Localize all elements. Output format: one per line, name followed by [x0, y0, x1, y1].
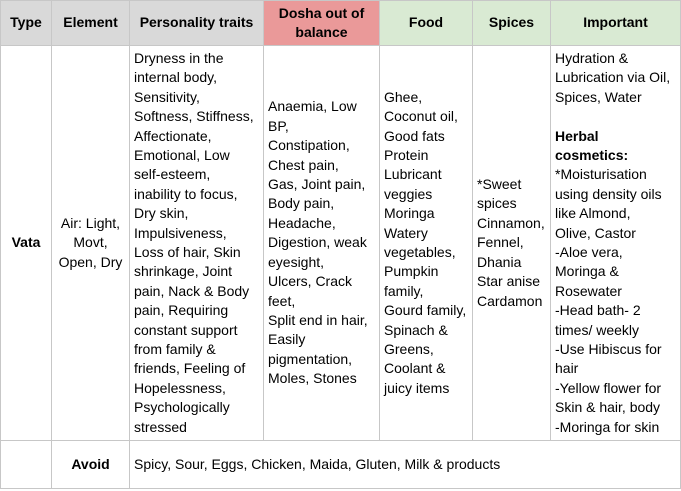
element-line: Movt, — [73, 234, 108, 251]
vata-personality-cell — [130, 46, 264, 441]
personality-line: Emotional, Low — [134, 146, 230, 163]
header-type: Type — [1, 1, 52, 46]
personality-line: pain, Requiring — [134, 302, 229, 319]
dosha-symptom-line: Moles, Stones — [268, 370, 357, 387]
personality-line: Impulsiveness, — [134, 224, 227, 241]
dosha-symptom-line: eyesight, — [268, 253, 325, 270]
food-line: Ghee, — [384, 88, 423, 105]
herbal-cosmetics-heading-list — [555, 127, 676, 166]
food-line: juicy items — [384, 379, 450, 396]
important-line: *Moisturisation — [555, 166, 647, 183]
food-line: Pumpkin — [384, 263, 439, 280]
dosha-symptom-line-list — [268, 97, 375, 388]
vata-row — [1, 46, 681, 441]
personality-line: Softness, Stiffness, — [134, 108, 254, 125]
food-line: vegetables, — [384, 244, 456, 260]
important-line: -Moringa for skin — [555, 418, 660, 435]
important-intro-line: Spices, Water — [555, 88, 642, 105]
dosha-symptom-line: Body pain, — [268, 195, 335, 212]
header-dosha-line-2: balance — [295, 24, 348, 40]
header-element: Element — [52, 1, 130, 46]
personality-line: inability to focus, — [134, 185, 238, 202]
vata-spices-cell — [473, 46, 551, 441]
important-line: -Use Hibiscus for — [555, 341, 662, 358]
dosha-symptom-line: Headache, — [268, 214, 336, 231]
spice-line: Dhania — [477, 253, 522, 270]
important-intro-line-list — [555, 49, 676, 107]
important-line: like Almond, — [555, 205, 631, 222]
food-line: Spinach & — [384, 321, 448, 338]
important-line: Skin & hair, body — [555, 399, 661, 416]
header-dosha-line-1: Dosha out of — [278, 4, 365, 21]
food-line: Greens, — [384, 341, 434, 358]
header-spices: Spices — [473, 1, 551, 46]
element-line: Air: Light, — [60, 214, 121, 231]
personality-line: Sensitivity, — [134, 88, 200, 105]
dosha-symptom-line: Digestion, weak — [268, 234, 367, 251]
important-line: times/ weekly — [555, 321, 640, 338]
dosha-symptom-line: Gas, Joint pain, — [268, 176, 366, 193]
personality-line: self-esteem, — [134, 166, 211, 183]
personality-line: Hopelessness, — [134, 379, 226, 396]
spice-line: Cardamon — [477, 292, 543, 309]
element-line-list — [56, 214, 125, 272]
vata-type-cell: Vata — [1, 46, 52, 441]
spice-line: Cinnamon, — [477, 214, 545, 231]
vata-dosha-cell — [264, 46, 380, 441]
personality-line: stressed — [134, 418, 187, 435]
header-dosha-out-of-balance — [264, 1, 380, 46]
dosha-symptom-line: BP, — [268, 117, 289, 134]
food-line: Lubricant — [384, 166, 442, 183]
food-line: Gourd family, — [384, 302, 467, 319]
food-line-list — [384, 88, 468, 399]
food-line: Moringa — [384, 205, 435, 222]
important-intro-line: Hydration & — [555, 49, 629, 66]
herbal-cosmetics-heading: Herbal — [555, 127, 599, 144]
spice-line: *Sweet — [477, 176, 522, 193]
important-line: -Aloe vera, — [555, 243, 623, 260]
personality-line: from family & — [134, 341, 216, 358]
important-line: using density oils — [555, 185, 662, 202]
important-line: -Yellow flower for — [555, 379, 662, 396]
food-line: Good fats — [384, 127, 445, 144]
personality-line: friends, Feeling of — [134, 360, 246, 377]
personality-line: internal body, — [134, 69, 218, 86]
important-line: -Head bath- 2 — [555, 302, 641, 319]
header-food: Food — [380, 1, 473, 46]
food-line: Coolant & — [384, 360, 446, 377]
dosha-symptom-line: Chest pain, — [268, 156, 339, 173]
food-line: Watery — [384, 224, 428, 241]
personality-line-list — [134, 49, 259, 437]
dosha-symptom-line: Constipation, — [268, 137, 350, 154]
personality-line: constant support — [134, 321, 238, 338]
spice-line: Star anise — [477, 273, 541, 290]
important-intro-line: Lubrication via Oil, — [555, 69, 671, 86]
food-line: family, — [384, 282, 424, 299]
spice-line-list — [477, 175, 546, 311]
spacer — [555, 107, 676, 126]
important-line-list — [555, 165, 676, 437]
avoid-empty-cell — [1, 441, 52, 489]
avoid-text: Spicy, Sour, Eggs, Chicken, Maida, Gluten, Milk & products — [130, 441, 681, 489]
dosha-symptom-line: Anaemia, Low — [268, 98, 357, 115]
header-important: Important — [551, 1, 681, 46]
element-line: Open, Dry — [58, 253, 123, 270]
spice-line: Fennel, — [477, 234, 524, 251]
important-line: Olive, Castor — [555, 224, 636, 241]
personality-line: Loss of hair, Skin — [134, 244, 241, 260]
important-line: hair — [555, 360, 579, 377]
personality-line: pain, Nack & Body — [134, 282, 250, 299]
vata-important-cell — [551, 46, 681, 441]
spice-line: spices — [477, 195, 517, 212]
important-line: Moringa & — [555, 263, 619, 280]
header-personality-traits: Personality traits — [130, 1, 264, 46]
dosha-symptom-line: feet, — [268, 292, 296, 309]
vata-food-cell — [380, 46, 473, 441]
food-line: veggies — [384, 185, 433, 202]
dosha-symptom-line: Split end in hair, — [268, 311, 368, 328]
personality-line: Dry skin, — [134, 205, 189, 222]
dosha-symptom-line: Easily — [268, 331, 306, 348]
food-line: Coconut oil, — [384, 108, 458, 125]
personality-line: shrinkage, Joint — [134, 263, 233, 280]
avoid-row — [1, 441, 681, 489]
personality-line: Psychologically — [134, 399, 230, 416]
personality-line: Affectionate, — [134, 127, 212, 144]
important-line: Rosewater — [555, 282, 622, 299]
herbal-cosmetics-heading: cosmetics: — [555, 146, 629, 163]
food-line: Protein — [384, 146, 429, 163]
personality-line: Dryness in the — [134, 49, 224, 66]
header-row — [1, 1, 681, 46]
vata-element-cell — [52, 46, 130, 441]
dosha-symptom-line: pigmentation, — [268, 350, 353, 367]
avoid-label: Avoid — [52, 441, 130, 489]
dosha-symptom-line: Ulcers, Crack — [268, 273, 353, 290]
